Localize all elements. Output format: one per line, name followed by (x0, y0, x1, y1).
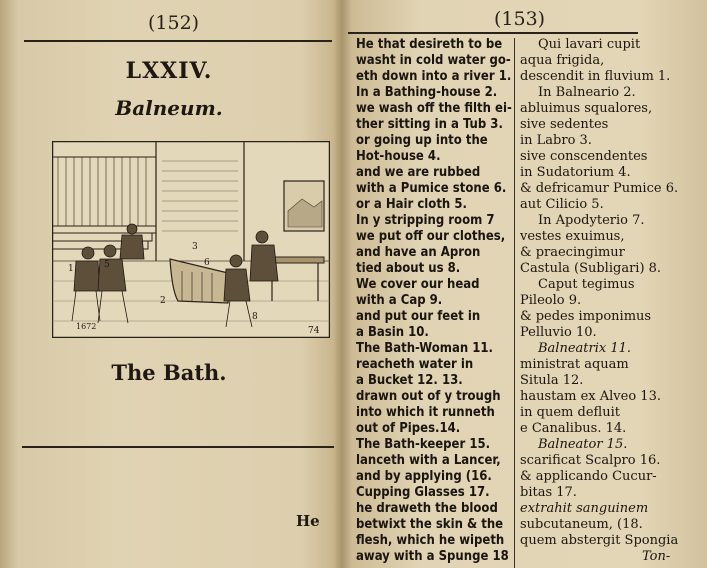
latin-line: aut Cilicio 5. (520, 197, 604, 212)
latin-line: aqua frigida, (520, 53, 605, 68)
english-line: and by applying (16. (356, 469, 492, 484)
latin-line: e Canalibus. 14. (520, 421, 627, 436)
latin-line: in quem defluit (520, 405, 620, 420)
latin-line: descendit in fluvium 1. (520, 69, 671, 84)
english-line: a Basin 10. (356, 325, 429, 340)
catchword: He (296, 512, 320, 530)
english-line: Hot-house 4. (356, 149, 441, 164)
engraving-label-8: 8 (252, 312, 258, 322)
engraving-label-6: 6 (204, 258, 210, 268)
column-divider (514, 38, 515, 568)
latin-line: Balneator 15. (538, 437, 628, 452)
english-line: We cover our head (356, 277, 480, 292)
latin-line: Qui lavari cupit (538, 37, 641, 52)
english-line: washt in cold water go- (356, 53, 511, 68)
latin-line: bitas 17. (520, 485, 577, 500)
english-line: The Bath-Woman 11. (356, 341, 493, 356)
latin-line: extrahit sanguinem (520, 501, 649, 516)
english-line: away with a Spunge 18 (356, 549, 509, 564)
latin-line: Caput tegimus (538, 277, 635, 292)
right-page-number: (153) (494, 8, 546, 30)
english-caption: The Bath. (111, 360, 227, 385)
english-line: out of Pipes.14. (356, 421, 461, 436)
engraving-year: 1672 (76, 322, 97, 331)
engraving-label-1: 1 (68, 264, 74, 274)
english-line: or going up into the (356, 133, 488, 148)
english-line: into which it runneth (356, 405, 495, 420)
english-line: and we are rubbed (356, 165, 481, 180)
latin-line: In Apodyterio 7. (538, 213, 645, 228)
engraving-label-3: 3 (192, 242, 198, 252)
english-line: drawn out of y trough (356, 389, 501, 404)
latin-line: quem abstergit Spongia (520, 533, 679, 548)
english-line: with a Cap 9. (356, 293, 443, 308)
engraving-label-5: 5 (104, 260, 110, 270)
engraving-label-2: 2 (160, 296, 166, 306)
latin-line: scarificat Scalpro 16. (520, 453, 661, 468)
latin-line: in Sudatorium 4. (520, 165, 631, 180)
latin-line: in Labro 3. (520, 133, 592, 148)
latin-line: Pelluvio 10. (520, 325, 597, 340)
left-header-rule (24, 40, 332, 42)
english-line: Cupping Glasses 17. (356, 485, 490, 500)
left-page (0, 0, 338, 568)
latin-catchword: Ton- (642, 549, 671, 564)
english-line: betwixt the skin & the (356, 517, 504, 532)
english-line: eth down into a river 1. (356, 69, 512, 84)
english-line: flesh, which he wipeth (356, 533, 505, 548)
left-page-number: (152) (148, 12, 200, 34)
latin-line: vestes exuimus, (520, 229, 625, 244)
latin-line: In Balneario 2. (538, 85, 636, 100)
latin-line: subcutaneum, (18. (520, 517, 643, 532)
latin-line: Castula (Subligari) 8. (520, 261, 662, 276)
english-line: and put our feet in (356, 309, 481, 324)
english-line: reacheth water in (356, 357, 474, 372)
latin-title: Balneum. (115, 96, 223, 120)
latin-line: ministrat aquam (520, 357, 629, 372)
bath-engraving (52, 141, 330, 338)
latin-line: Pileolo 9. (520, 293, 582, 308)
english-line: In a Bathing-house 2. (356, 85, 498, 100)
english-line: ther sitting in a Tub 3. (356, 117, 503, 132)
latin-line: Situla 12. (520, 373, 584, 388)
latin-line: haustam ex Alveo 13. (520, 389, 661, 404)
english-line: he draweth the blood (356, 501, 498, 516)
engraving-corner-number: 74 (308, 326, 320, 336)
latin-line: & praecingimur (520, 245, 625, 260)
left-footer-rule (22, 446, 334, 448)
english-line: In y stripping room 7 (356, 213, 495, 228)
latin-line: sive sedentes (520, 117, 609, 132)
lesson-number: LXXIV. (125, 58, 213, 84)
latin-line: sive conscendentes (520, 149, 648, 164)
english-line: or a Hair cloth 5. (356, 197, 467, 212)
right-page (342, 0, 707, 568)
english-line: lanceth with a Lancer, (356, 453, 501, 468)
latin-line: Balneatrix 11. (538, 341, 632, 356)
english-line: we put off our clothes, (356, 229, 506, 244)
latin-line: abluimus squalores, (520, 101, 653, 116)
latin-line: & applicando Cucur- (520, 469, 657, 484)
english-line: with a Pumice stone 6. (356, 181, 507, 196)
latin-line: & pedes imponimus (520, 309, 652, 324)
english-line: a Bucket 12. 13. (356, 373, 463, 388)
latin-line: & defricamur Pumice 6. (520, 181, 679, 196)
english-line: and have an Apron (356, 245, 481, 260)
english-line: The Bath-keeper 15. (356, 437, 491, 452)
english-line: tied about us 8. (356, 261, 461, 276)
english-line: He that desireth to be (356, 37, 503, 52)
english-line: we wash off the filth ei- (356, 101, 512, 116)
